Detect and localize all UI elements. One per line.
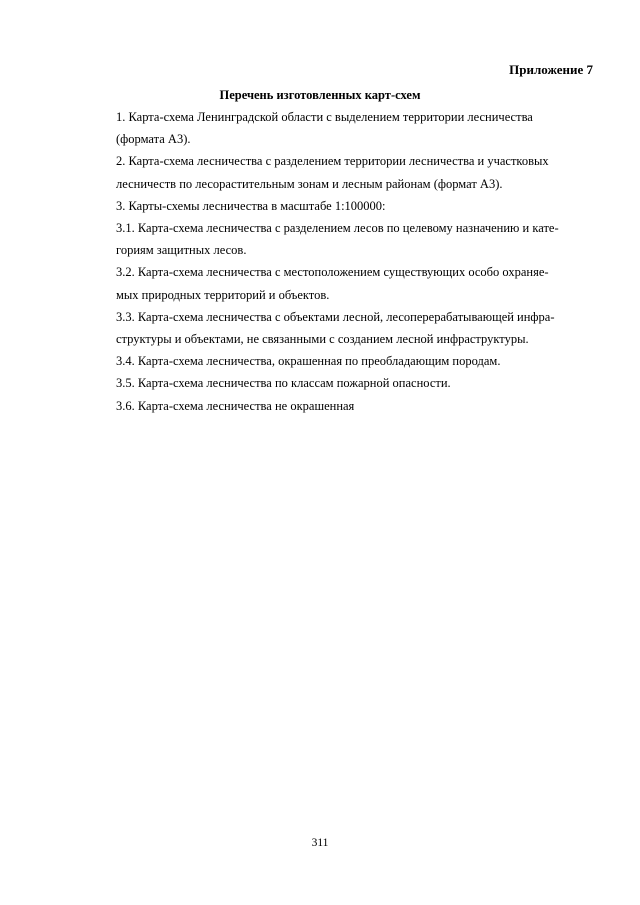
list-item-line: 3.6. Карта-схема лесничества не окрашенная	[116, 398, 355, 413]
list-item	[78, 195, 556, 217]
list-item-line: 3.1. Карта-схема лесничества с разделением лесов по целевому назначению и кате-	[116, 221, 559, 236]
list-item-line: 2. Карта-схема лесничества с разделением территории лесничества и участковых	[116, 154, 549, 169]
list-item-line: 3. Карты-схемы лесничества в масштабе 1:100000:	[116, 198, 386, 213]
page-number: 311	[311, 837, 329, 849]
list-item-line: 3.5. Карта-схема лесничества по классам пожарной опасности.	[116, 376, 451, 391]
list-item	[78, 217, 559, 261]
list-item	[78, 106, 556, 150]
list-item-line: 3.4. Карта-схема лесничества, окрашенная по преобладающим породам.	[116, 354, 501, 369]
list-item-line: структуры и объектами, не связанными с созданием лесной инфраструктуры.	[116, 332, 529, 347]
list-item-line: мых природных территорий и объектов.	[116, 287, 330, 302]
list-item	[78, 306, 556, 350]
document-title: Перечень изготовленных карт-схем	[219, 88, 421, 102]
list-item	[78, 395, 556, 417]
list-item	[78, 372, 556, 394]
list-item	[78, 150, 556, 194]
document-body	[78, 106, 559, 417]
list-item-line: лесничеств по лесорастительным зонам и лесным районам (формат А3).	[116, 176, 503, 191]
list-item	[78, 261, 556, 305]
list-item-line: гориям защитных лесов.	[116, 243, 247, 258]
list-item-line: 3.2. Карта-схема лесничества с местоположением существующих особо охраняе-	[116, 265, 549, 280]
appendix-label: Приложение 7	[509, 62, 593, 77]
list-item-line: 1. Карта-схема Ленинградской области с выделением территории лесничества	[116, 110, 533, 124]
list-item-line: 3.3. Карта-схема лесничества с объектами лесной, лесоперерабатывающей инфра-	[116, 309, 555, 324]
list-item-line: (формата А3).	[116, 132, 191, 147]
list-item	[78, 350, 556, 372]
